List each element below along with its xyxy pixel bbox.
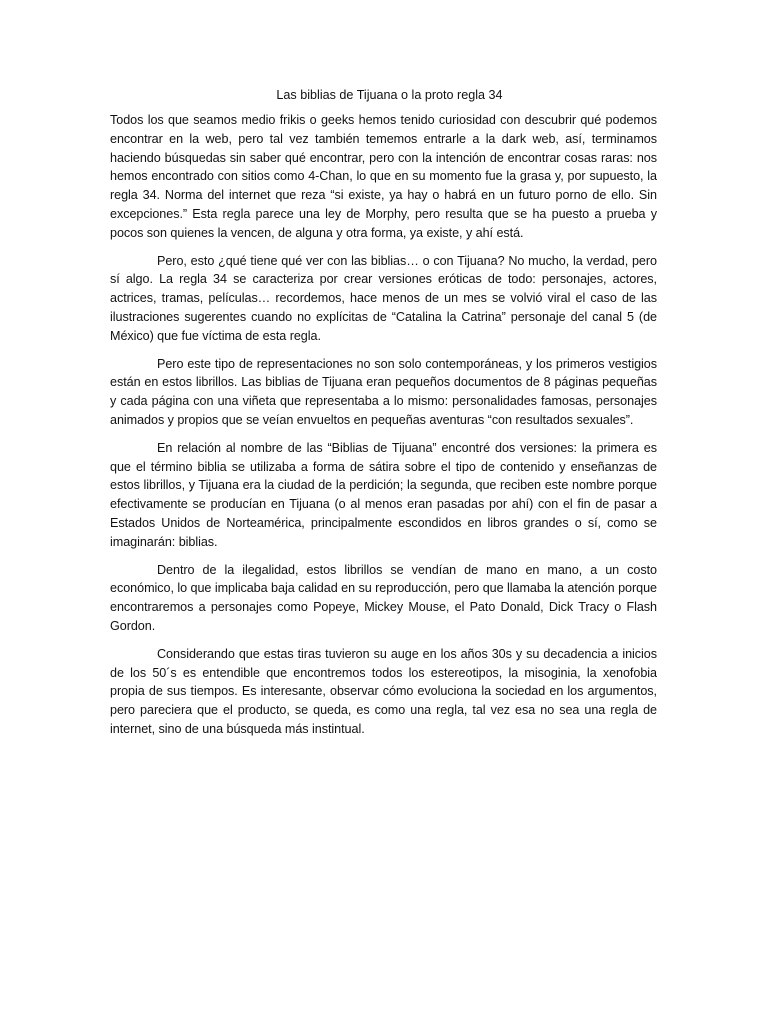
- paragraph-1: Todos los que seamos medio frikis o geeks hemos tenido curiosidad con descubrir qué podemos encontrar en la web, pero tal vez también tememos entrarle a la dark web, así, terminamos haciendo búsquedas sin saber qué encontrar, pero con la intención de encontrar cosas raras: nos hemos encontrado con sitios como 4-Chan, lo que en su momento fue la grasa y, por supuesto, la regla 34. Norma del internet que reza “si existe, ya hay o habrá en un futuro porno de ello. Sin excepciones.” Esta regla parece una ley de Morphy, pero resulta que se ha puesto a prueba y pocos son quienes la vencen, de alguna y otra forma, ya existe, y ahí está.: [110, 113, 657, 240]
- paragraph-4: En relación al nombre de las “Biblias de Tijuana” encontré dos versiones: la primera es que el término biblia se utilizaba a forma de sátira sobre el tipo de contenido y enseñanzas de estos librillos, y Tijuana era la ciudad de la perdición; la segunda, que reciben este nombre porque efectivamente se producían en Tijuana (o al menos eran pasadas por ahí) con el fin de pasar a Estados Unidos de Norteamérica, principalmente escondidos en libros grandes o sí, como se imaginarán: biblias.: [110, 440, 657, 549]
- paragraph-3: Pero este tipo de representaciones no son solo contemporáneas, y los primeros vestigios están en estos librillos. Las biblias de Tijuana eran pequeños documentos de 8 páginas pequeñas y cada página con una viñeta que representaba a lo mismo: personalidades famosas, personajes animados y propios que se veían envueltos en pequeñas aventuras “con resultados sexuales”.: [110, 356, 657, 427]
- document-body: [110, 86, 657, 748]
- document-title: Las biblias de Tijuana o la proto regla 34: [276, 88, 503, 102]
- paragraph-5: Dentro de la ilegalidad, estos librillos se vendían de mano en mano, a un costo económico, lo que implicaba baja calidad en su reproducción, pero que llamaba la atención porque encontraremos a personajes como Popeye, Mickey Mouse, el Pato Donald, Dick Tracy o Flash Gordon.: [110, 562, 657, 633]
- paragraph-2: Pero, esto ¿qué tiene qué ver con las biblias… o con Tijuana? No mucho, la verdad, pero sí algo. La regla 34 se caracteriza por crear versiones eróticas de todo: personajes, actores, actrices, tramas, películas… recordemos, hace menos de un mes se volvió viral el caso de las ilustraciones sugerentes cuando no explícitas de “Catalina la Catrina” personaje del canal 5 (de México) que fue víctima de esta regla.: [110, 253, 657, 343]
- paragraph-6: Considerando que estas tiras tuvieron su auge en los años 30s y su decadencia a inicios de los 50´s es entendible que encontremos todos los estereotipos, la misoginia, la xenofobia propia de sus tiempos. Es interesante, observar cómo evoluciona la sociedad en los argumentos, pero pareciera que el producto, se queda, es como una regla, tal vez esa no sea una regla de internet, sino de una búsqueda más instintual.: [110, 646, 657, 736]
